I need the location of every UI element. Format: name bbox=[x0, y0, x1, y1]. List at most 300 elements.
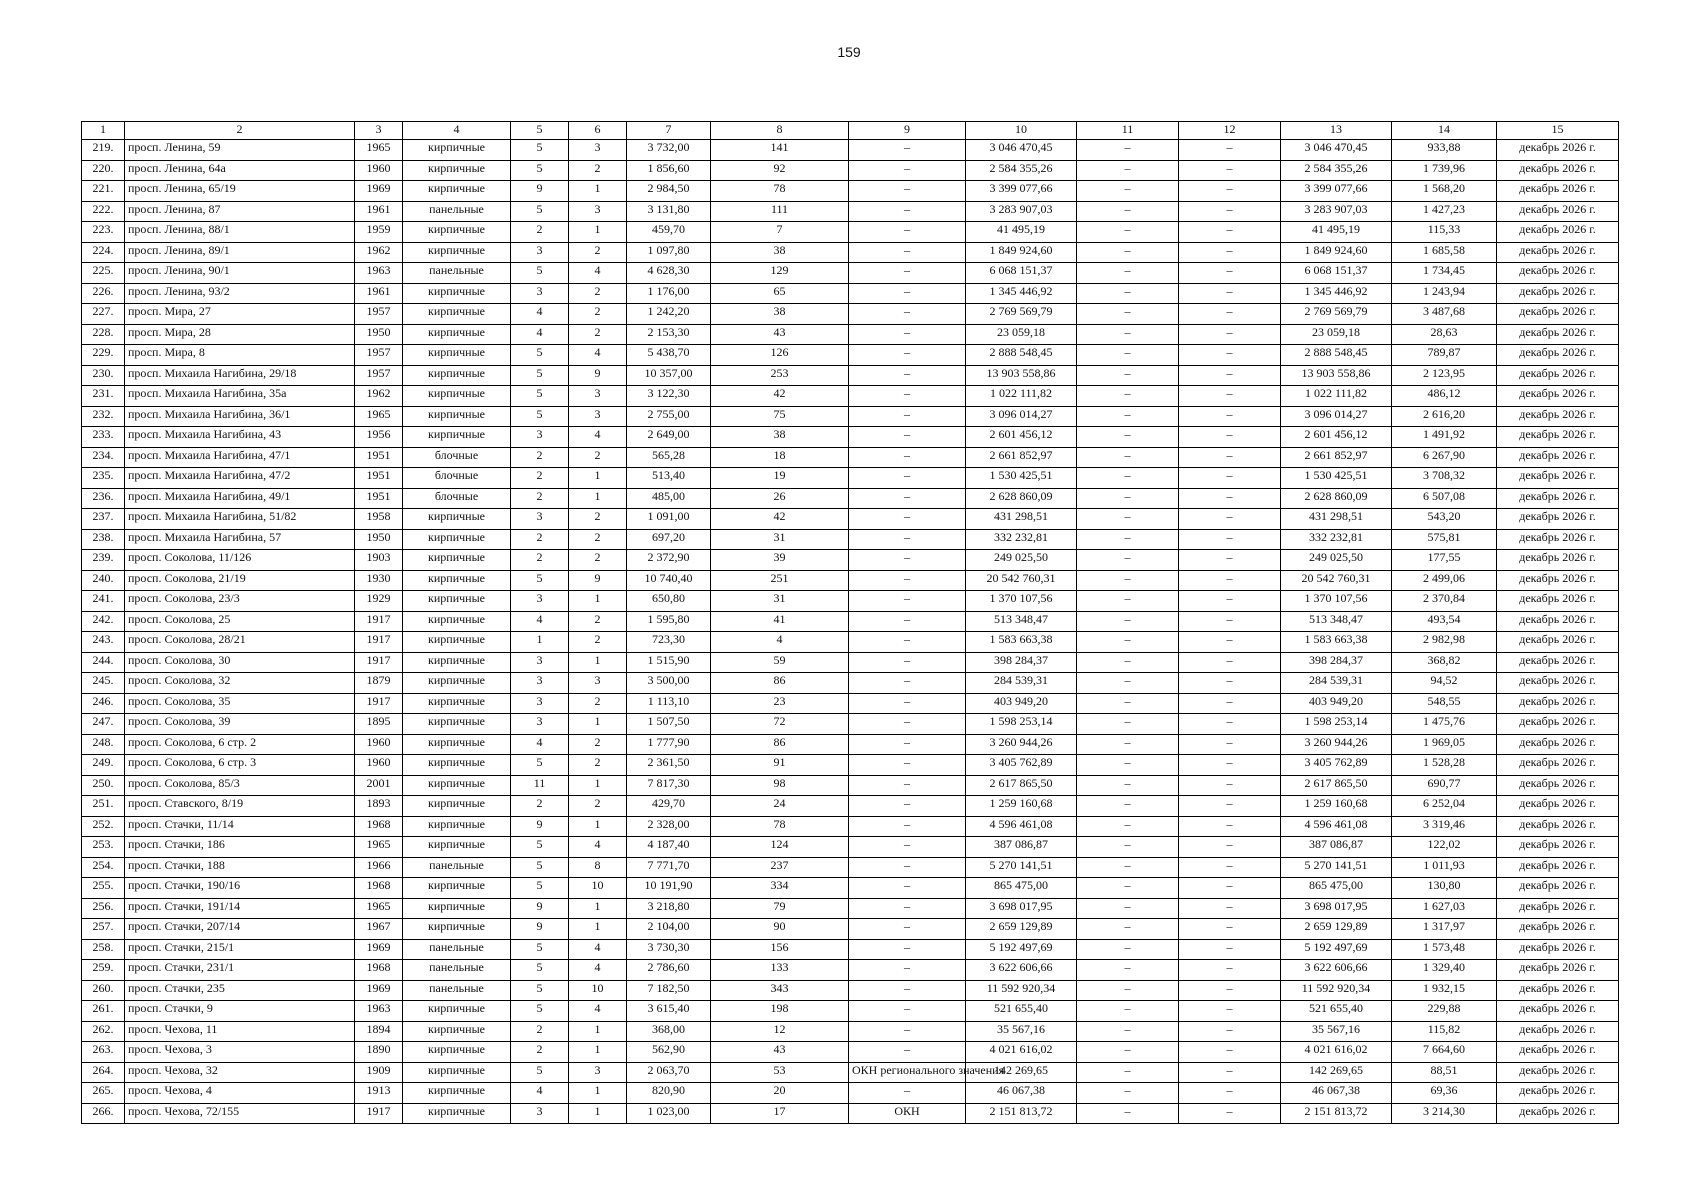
cell-cost-per-unit: 177,55 bbox=[1392, 550, 1497, 571]
cell-cost-col-12: – bbox=[1179, 324, 1281, 345]
cell-cost-col-11: – bbox=[1077, 140, 1179, 161]
cell-total-cost: 6 068 151,37 bbox=[966, 263, 1077, 284]
cell-entrances: 3 bbox=[569, 201, 627, 222]
cell-cost-per-unit: 1 491,92 bbox=[1392, 427, 1497, 448]
cell-cost-col-12: – bbox=[1179, 509, 1281, 530]
cell-address: просп. Чехова, 4 bbox=[125, 1083, 355, 1104]
cell-residents: 111 bbox=[711, 201, 849, 222]
cell-deadline: декабрь 2026 г. bbox=[1497, 919, 1619, 940]
cell-year-built: 1960 bbox=[355, 160, 403, 181]
cell-total-area: 2 984,50 bbox=[627, 181, 711, 202]
cell-entrances: 2 bbox=[569, 447, 627, 468]
cell-wall-material: кирпичные bbox=[403, 1001, 511, 1022]
table-row bbox=[82, 1021, 1619, 1042]
cell-heritage-status: – bbox=[849, 345, 966, 366]
cell-cost-col-11: – bbox=[1077, 919, 1179, 940]
cell-heritage-status: – bbox=[849, 201, 966, 222]
cell-residents: 78 bbox=[711, 816, 849, 837]
cell-entrances: 3 bbox=[569, 673, 627, 694]
cell-deadline: декабрь 2026 г. bbox=[1497, 201, 1619, 222]
cell-address: просп. Михаила Нагибина, 43 bbox=[125, 427, 355, 448]
cell-heritage-status: – bbox=[849, 632, 966, 653]
cell-address: просп. Соколова, 30 bbox=[125, 652, 355, 673]
cell-address: просп. Соколова, 32 bbox=[125, 673, 355, 694]
cell-wall-material: панельные bbox=[403, 980, 511, 1001]
cell-cost-col-11: – bbox=[1077, 365, 1179, 386]
cell-wall-material: кирпичные bbox=[403, 878, 511, 899]
cell-row-number: 245. bbox=[82, 673, 125, 694]
cell-floors: 5 bbox=[511, 960, 569, 981]
cell-residents: 86 bbox=[711, 734, 849, 755]
cell-wall-material: панельные bbox=[403, 201, 511, 222]
cell-cost-col-13: 4 021 616,02 bbox=[1281, 1042, 1392, 1063]
cell-residents: 126 bbox=[711, 345, 849, 366]
cell-total-area: 7 817,30 bbox=[627, 775, 711, 796]
column-header: 4 bbox=[403, 122, 511, 140]
cell-wall-material: кирпичные bbox=[403, 509, 511, 530]
cell-wall-material: кирпичные bbox=[403, 365, 511, 386]
cell-residents: 38 bbox=[711, 427, 849, 448]
cell-wall-material: кирпичные bbox=[403, 591, 511, 612]
cell-year-built: 1903 bbox=[355, 550, 403, 571]
cell-heritage-status: – bbox=[849, 591, 966, 612]
table-row bbox=[82, 447, 1619, 468]
cell-cost-col-13: 11 592 920,34 bbox=[1281, 980, 1392, 1001]
cell-entrances: 2 bbox=[569, 632, 627, 653]
cell-address: просп. Соколова, 35 bbox=[125, 693, 355, 714]
cell-residents: 86 bbox=[711, 673, 849, 694]
cell-year-built: 1950 bbox=[355, 324, 403, 345]
cell-wall-material: кирпичные bbox=[403, 160, 511, 181]
cell-cost-col-12: – bbox=[1179, 755, 1281, 776]
cell-residents: 129 bbox=[711, 263, 849, 284]
cell-deadline: декабрь 2026 г. bbox=[1497, 939, 1619, 960]
cell-total-area: 7 182,50 bbox=[627, 980, 711, 1001]
cell-row-number: 266. bbox=[82, 1103, 125, 1124]
cell-wall-material: панельные bbox=[403, 263, 511, 284]
cell-total-cost: 142 269,65 bbox=[966, 1062, 1077, 1083]
cell-entrances: 1 bbox=[569, 714, 627, 735]
cell-heritage-status: – bbox=[849, 980, 966, 1001]
cell-total-cost: 3 260 944,26 bbox=[966, 734, 1077, 755]
cell-year-built: 1965 bbox=[355, 898, 403, 919]
cell-cost-per-unit: 130,80 bbox=[1392, 878, 1497, 899]
cell-cost-col-11: – bbox=[1077, 222, 1179, 243]
cell-total-cost: 41 495,19 bbox=[966, 222, 1077, 243]
cell-residents: 26 bbox=[711, 488, 849, 509]
cell-heritage-status: – bbox=[849, 960, 966, 981]
cell-total-cost: 2 769 569,79 bbox=[966, 304, 1077, 325]
column-header: 7 bbox=[627, 122, 711, 140]
cell-year-built: 1965 bbox=[355, 140, 403, 161]
cell-deadline: декабрь 2026 г. bbox=[1497, 406, 1619, 427]
cell-address: просп. Ленина, 64а bbox=[125, 160, 355, 181]
cell-entrances: 2 bbox=[569, 796, 627, 817]
cell-entrances: 2 bbox=[569, 734, 627, 755]
cell-deadline: декабрь 2026 г. bbox=[1497, 160, 1619, 181]
cell-heritage-status: – bbox=[849, 140, 966, 161]
cell-residents: 90 bbox=[711, 919, 849, 940]
table-row bbox=[82, 1001, 1619, 1022]
table-row bbox=[82, 816, 1619, 837]
cell-floors: 5 bbox=[511, 857, 569, 878]
cell-row-number: 261. bbox=[82, 1001, 125, 1022]
cell-total-area: 10 191,90 bbox=[627, 878, 711, 899]
cell-entrances: 9 bbox=[569, 570, 627, 591]
cell-deadline: декабрь 2026 г. bbox=[1497, 652, 1619, 673]
cell-deadline: декабрь 2026 г. bbox=[1497, 1083, 1619, 1104]
cell-residents: 43 bbox=[711, 324, 849, 345]
table-row bbox=[82, 796, 1619, 817]
cell-heritage-status: – bbox=[849, 529, 966, 550]
cell-address: просп. Михаила Нагибина, 57 bbox=[125, 529, 355, 550]
cell-heritage-status: – bbox=[849, 1001, 966, 1022]
column-header: 2 bbox=[125, 122, 355, 140]
cell-deadline: декабрь 2026 г. bbox=[1497, 755, 1619, 776]
cell-entrances: 1 bbox=[569, 591, 627, 612]
cell-residents: 343 bbox=[711, 980, 849, 1001]
cell-total-area: 2 361,50 bbox=[627, 755, 711, 776]
cell-cost-col-12: – bbox=[1179, 263, 1281, 284]
cell-cost-col-12: – bbox=[1179, 878, 1281, 899]
table-row bbox=[82, 878, 1619, 899]
cell-total-area: 1 856,60 bbox=[627, 160, 711, 181]
cell-year-built: 1969 bbox=[355, 980, 403, 1001]
table-row bbox=[82, 222, 1619, 243]
cell-address: просп. Ленина, 90/1 bbox=[125, 263, 355, 284]
cell-address: просп. Стачки, 235 bbox=[125, 980, 355, 1001]
cell-entrances: 1 bbox=[569, 775, 627, 796]
cell-floors: 2 bbox=[511, 447, 569, 468]
table-row bbox=[82, 570, 1619, 591]
table-header-row bbox=[82, 122, 1619, 140]
table-row bbox=[82, 345, 1619, 366]
cell-address: просп. Михаила Нагибина, 29/18 bbox=[125, 365, 355, 386]
cell-wall-material: кирпичные bbox=[403, 1083, 511, 1104]
cell-entrances: 2 bbox=[569, 611, 627, 632]
cell-cost-col-11: – bbox=[1077, 283, 1179, 304]
cell-floors: 2 bbox=[511, 1042, 569, 1063]
cell-deadline: декабрь 2026 г. bbox=[1497, 816, 1619, 837]
cell-row-number: 236. bbox=[82, 488, 125, 509]
cell-year-built: 1913 bbox=[355, 1083, 403, 1104]
cell-heritage-status: – bbox=[849, 755, 966, 776]
cell-row-number: 233. bbox=[82, 427, 125, 448]
cell-wall-material: кирпичные bbox=[403, 632, 511, 653]
cell-heritage-status: – bbox=[849, 1021, 966, 1042]
cell-address: просп. Ленина, 59 bbox=[125, 140, 355, 161]
cell-entrances: 2 bbox=[569, 550, 627, 571]
cell-deadline: декабрь 2026 г. bbox=[1497, 1062, 1619, 1083]
cell-total-area: 3 131,80 bbox=[627, 201, 711, 222]
column-header: 12 bbox=[1179, 122, 1281, 140]
cell-cost-per-unit: 3 708,32 bbox=[1392, 468, 1497, 489]
cell-year-built: 1968 bbox=[355, 878, 403, 899]
table-row bbox=[82, 365, 1619, 386]
cell-floors: 9 bbox=[511, 898, 569, 919]
cell-cost-col-11: – bbox=[1077, 1062, 1179, 1083]
cell-total-area: 1 515,90 bbox=[627, 652, 711, 673]
cell-cost-col-13: 2 888 548,45 bbox=[1281, 345, 1392, 366]
cell-residents: 141 bbox=[711, 140, 849, 161]
cell-heritage-status: – bbox=[849, 714, 966, 735]
cell-total-area: 565,28 bbox=[627, 447, 711, 468]
cell-row-number: 250. bbox=[82, 775, 125, 796]
cell-entrances: 1 bbox=[569, 1042, 627, 1063]
cell-cost-col-12: – bbox=[1179, 837, 1281, 858]
cell-cost-col-12: – bbox=[1179, 1083, 1281, 1104]
cell-total-area: 368,00 bbox=[627, 1021, 711, 1042]
cell-cost-col-12: – bbox=[1179, 1001, 1281, 1022]
cell-address: просп. Чехова, 72/155 bbox=[125, 1103, 355, 1124]
cell-year-built: 1960 bbox=[355, 755, 403, 776]
cell-year-built: 1966 bbox=[355, 857, 403, 878]
cell-cost-col-12: – bbox=[1179, 652, 1281, 673]
cell-cost-per-unit: 1 734,45 bbox=[1392, 263, 1497, 284]
table-row bbox=[82, 304, 1619, 325]
cell-total-cost: 4 021 616,02 bbox=[966, 1042, 1077, 1063]
cell-cost-col-12: – bbox=[1179, 980, 1281, 1001]
cell-row-number: 239. bbox=[82, 550, 125, 571]
cell-residents: 133 bbox=[711, 960, 849, 981]
cell-heritage-status: – bbox=[849, 673, 966, 694]
cell-total-cost: 20 542 760,31 bbox=[966, 570, 1077, 591]
table-row bbox=[82, 509, 1619, 530]
cell-cost-per-unit: 6 507,08 bbox=[1392, 488, 1497, 509]
cell-total-cost: 1 022 111,82 bbox=[966, 386, 1077, 407]
cell-row-number: 252. bbox=[82, 816, 125, 837]
cell-total-cost: 2 584 355,26 bbox=[966, 160, 1077, 181]
cell-heritage-status: ОКН регионального значения bbox=[849, 1062, 966, 1083]
cell-row-number: 249. bbox=[82, 755, 125, 776]
cell-residents: 41 bbox=[711, 611, 849, 632]
cell-cost-per-unit: 690,77 bbox=[1392, 775, 1497, 796]
cell-year-built: 1956 bbox=[355, 427, 403, 448]
cell-deadline: декабрь 2026 г. bbox=[1497, 714, 1619, 735]
cell-total-cost: 23 059,18 bbox=[966, 324, 1077, 345]
cell-year-built: 1917 bbox=[355, 632, 403, 653]
cell-residents: 18 bbox=[711, 447, 849, 468]
table-row bbox=[82, 386, 1619, 407]
cell-heritage-status: – bbox=[849, 796, 966, 817]
cell-heritage-status: – bbox=[849, 242, 966, 263]
cell-floors: 3 bbox=[511, 509, 569, 530]
column-header: 3 bbox=[355, 122, 403, 140]
cell-floors: 4 bbox=[511, 611, 569, 632]
cell-cost-col-13: 20 542 760,31 bbox=[1281, 570, 1392, 591]
cell-row-number: 226. bbox=[82, 283, 125, 304]
cell-total-area: 3 218,80 bbox=[627, 898, 711, 919]
cell-entrances: 1 bbox=[569, 1083, 627, 1104]
cell-cost-col-11: – bbox=[1077, 427, 1179, 448]
cell-cost-col-13: 249 025,50 bbox=[1281, 550, 1392, 571]
cell-deadline: декабрь 2026 г. bbox=[1497, 1001, 1619, 1022]
cell-cost-per-unit: 229,88 bbox=[1392, 1001, 1497, 1022]
cell-cost-col-11: – bbox=[1077, 1083, 1179, 1104]
cell-row-number: 263. bbox=[82, 1042, 125, 1063]
cell-cost-col-11: – bbox=[1077, 324, 1179, 345]
cell-heritage-status: – bbox=[849, 406, 966, 427]
cell-cost-col-11: – bbox=[1077, 796, 1179, 817]
cell-deadline: декабрь 2026 г. bbox=[1497, 1021, 1619, 1042]
cell-cost-col-12: – bbox=[1179, 673, 1281, 694]
cell-total-cost: 1 598 253,14 bbox=[966, 714, 1077, 735]
table-row bbox=[82, 201, 1619, 222]
cell-residents: 31 bbox=[711, 529, 849, 550]
cell-residents: 38 bbox=[711, 242, 849, 263]
cell-entrances: 10 bbox=[569, 878, 627, 899]
cell-year-built: 1951 bbox=[355, 447, 403, 468]
cell-cost-col-11: – bbox=[1077, 878, 1179, 899]
cell-entrances: 1 bbox=[569, 488, 627, 509]
cell-address: просп. Ленина, 93/2 bbox=[125, 283, 355, 304]
cell-residents: 156 bbox=[711, 939, 849, 960]
cell-floors: 4 bbox=[511, 304, 569, 325]
cell-deadline: декабрь 2026 г. bbox=[1497, 693, 1619, 714]
cell-row-number: 260. bbox=[82, 980, 125, 1001]
cell-year-built: 1950 bbox=[355, 529, 403, 550]
cell-cost-col-11: – bbox=[1077, 529, 1179, 550]
cell-cost-per-unit: 368,82 bbox=[1392, 652, 1497, 673]
cell-residents: 17 bbox=[711, 1103, 849, 1124]
cell-cost-per-unit: 1 475,76 bbox=[1392, 714, 1497, 735]
cell-address: просп. Михаила Нагибина, 35а bbox=[125, 386, 355, 407]
table-row bbox=[82, 488, 1619, 509]
cell-cost-per-unit: 2 123,95 bbox=[1392, 365, 1497, 386]
cell-total-area: 7 771,70 bbox=[627, 857, 711, 878]
table-row bbox=[82, 980, 1619, 1001]
registry-table bbox=[81, 121, 1619, 1124]
cell-floors: 2 bbox=[511, 468, 569, 489]
cell-year-built: 1965 bbox=[355, 406, 403, 427]
cell-cost-per-unit: 1 969,05 bbox=[1392, 734, 1497, 755]
cell-wall-material: кирпичные bbox=[403, 140, 511, 161]
cell-wall-material: кирпичные bbox=[403, 570, 511, 591]
cell-cost-per-unit: 28,63 bbox=[1392, 324, 1497, 345]
cell-address: просп. Стачки, 11/14 bbox=[125, 816, 355, 837]
cell-cost-col-12: – bbox=[1179, 488, 1281, 509]
cell-residents: 198 bbox=[711, 1001, 849, 1022]
cell-year-built: 1917 bbox=[355, 1103, 403, 1124]
table-row bbox=[82, 898, 1619, 919]
cell-cost-col-13: 398 284,37 bbox=[1281, 652, 1392, 673]
cell-residents: 20 bbox=[711, 1083, 849, 1104]
cell-floors: 5 bbox=[511, 939, 569, 960]
cell-address: просп. Михаила Нагибина, 51/82 bbox=[125, 509, 355, 530]
cell-total-cost: 332 232,81 bbox=[966, 529, 1077, 550]
cell-wall-material: кирпичные bbox=[403, 714, 511, 735]
table-row bbox=[82, 714, 1619, 735]
cell-row-number: 221. bbox=[82, 181, 125, 202]
cell-wall-material: кирпичные bbox=[403, 550, 511, 571]
cell-cost-col-12: – bbox=[1179, 591, 1281, 612]
cell-deadline: декабрь 2026 г. bbox=[1497, 1042, 1619, 1063]
cell-address: просп. Стачки, 191/14 bbox=[125, 898, 355, 919]
cell-total-cost: 1 259 160,68 bbox=[966, 796, 1077, 817]
column-header: 15 bbox=[1497, 122, 1619, 140]
cell-cost-col-13: 1 583 663,38 bbox=[1281, 632, 1392, 653]
cell-deadline: декабрь 2026 г. bbox=[1497, 591, 1619, 612]
table-row bbox=[82, 611, 1619, 632]
cell-cost-col-11: – bbox=[1077, 345, 1179, 366]
cell-cost-col-12: – bbox=[1179, 386, 1281, 407]
cell-row-number: 246. bbox=[82, 693, 125, 714]
cell-total-area: 10 740,40 bbox=[627, 570, 711, 591]
cell-floors: 5 bbox=[511, 837, 569, 858]
cell-year-built: 1930 bbox=[355, 570, 403, 591]
cell-address: просп. Соколова, 21/19 bbox=[125, 570, 355, 591]
cell-row-number: 231. bbox=[82, 386, 125, 407]
cell-total-area: 1 507,50 bbox=[627, 714, 711, 735]
cell-wall-material: кирпичные bbox=[403, 755, 511, 776]
cell-heritage-status: – bbox=[849, 611, 966, 632]
cell-residents: 78 bbox=[711, 181, 849, 202]
cell-deadline: декабрь 2026 г. bbox=[1497, 857, 1619, 878]
cell-cost-col-13: 2 601 456,12 bbox=[1281, 427, 1392, 448]
cell-total-cost: 1 530 425,51 bbox=[966, 468, 1077, 489]
cell-cost-col-12: – bbox=[1179, 919, 1281, 940]
table-body bbox=[82, 140, 1619, 1124]
cell-entrances: 1 bbox=[569, 919, 627, 940]
cell-address: просп. Стачки, 231/1 bbox=[125, 960, 355, 981]
cell-cost-col-13: 46 067,38 bbox=[1281, 1083, 1392, 1104]
cell-wall-material: кирпичные bbox=[403, 898, 511, 919]
table-row bbox=[82, 181, 1619, 202]
cell-cost-col-12: – bbox=[1179, 529, 1281, 550]
cell-address: просп. Стачки, 207/14 bbox=[125, 919, 355, 940]
cell-deadline: декабрь 2026 г. bbox=[1497, 324, 1619, 345]
cell-row-number: 229. bbox=[82, 345, 125, 366]
cell-heritage-status: – bbox=[849, 222, 966, 243]
cell-cost-col-13: 513 348,47 bbox=[1281, 611, 1392, 632]
cell-heritage-status: – bbox=[849, 263, 966, 284]
cell-year-built: 1879 bbox=[355, 673, 403, 694]
table-row bbox=[82, 857, 1619, 878]
cell-floors: 3 bbox=[511, 242, 569, 263]
cell-entrances: 4 bbox=[569, 427, 627, 448]
cell-address: просп. Михаила Нагибина, 49/1 bbox=[125, 488, 355, 509]
cell-cost-col-13: 2 769 569,79 bbox=[1281, 304, 1392, 325]
cell-total-cost: 1 345 446,92 bbox=[966, 283, 1077, 304]
cell-address: просп. Чехова, 32 bbox=[125, 1062, 355, 1083]
cell-address: просп. Стачки, 190/16 bbox=[125, 878, 355, 899]
cell-total-cost: 398 284,37 bbox=[966, 652, 1077, 673]
cell-cost-col-13: 387 086,87 bbox=[1281, 837, 1392, 858]
cell-cost-col-13: 2 661 852,97 bbox=[1281, 447, 1392, 468]
cell-deadline: декабрь 2026 г. bbox=[1497, 837, 1619, 858]
cell-cost-col-11: – bbox=[1077, 570, 1179, 591]
table-row bbox=[82, 283, 1619, 304]
cell-entrances: 2 bbox=[569, 160, 627, 181]
cell-cost-per-unit: 789,87 bbox=[1392, 345, 1497, 366]
cell-year-built: 1909 bbox=[355, 1062, 403, 1083]
cell-deadline: декабрь 2026 г. bbox=[1497, 570, 1619, 591]
cell-wall-material: кирпичные bbox=[403, 427, 511, 448]
cell-row-number: 228. bbox=[82, 324, 125, 345]
cell-cost-col-13: 1 022 111,82 bbox=[1281, 386, 1392, 407]
cell-floors: 5 bbox=[511, 406, 569, 427]
cell-deadline: декабрь 2026 г. bbox=[1497, 365, 1619, 386]
table-row bbox=[82, 550, 1619, 571]
cell-cost-col-13: 2 151 813,72 bbox=[1281, 1103, 1392, 1124]
cell-total-cost: 1 370 107,56 bbox=[966, 591, 1077, 612]
cell-cost-per-unit: 486,12 bbox=[1392, 386, 1497, 407]
cell-entrances: 1 bbox=[569, 181, 627, 202]
cell-floors: 5 bbox=[511, 140, 569, 161]
cell-cost-col-12: – bbox=[1179, 365, 1281, 386]
cell-year-built: 1929 bbox=[355, 591, 403, 612]
cell-total-area: 2 649,00 bbox=[627, 427, 711, 448]
